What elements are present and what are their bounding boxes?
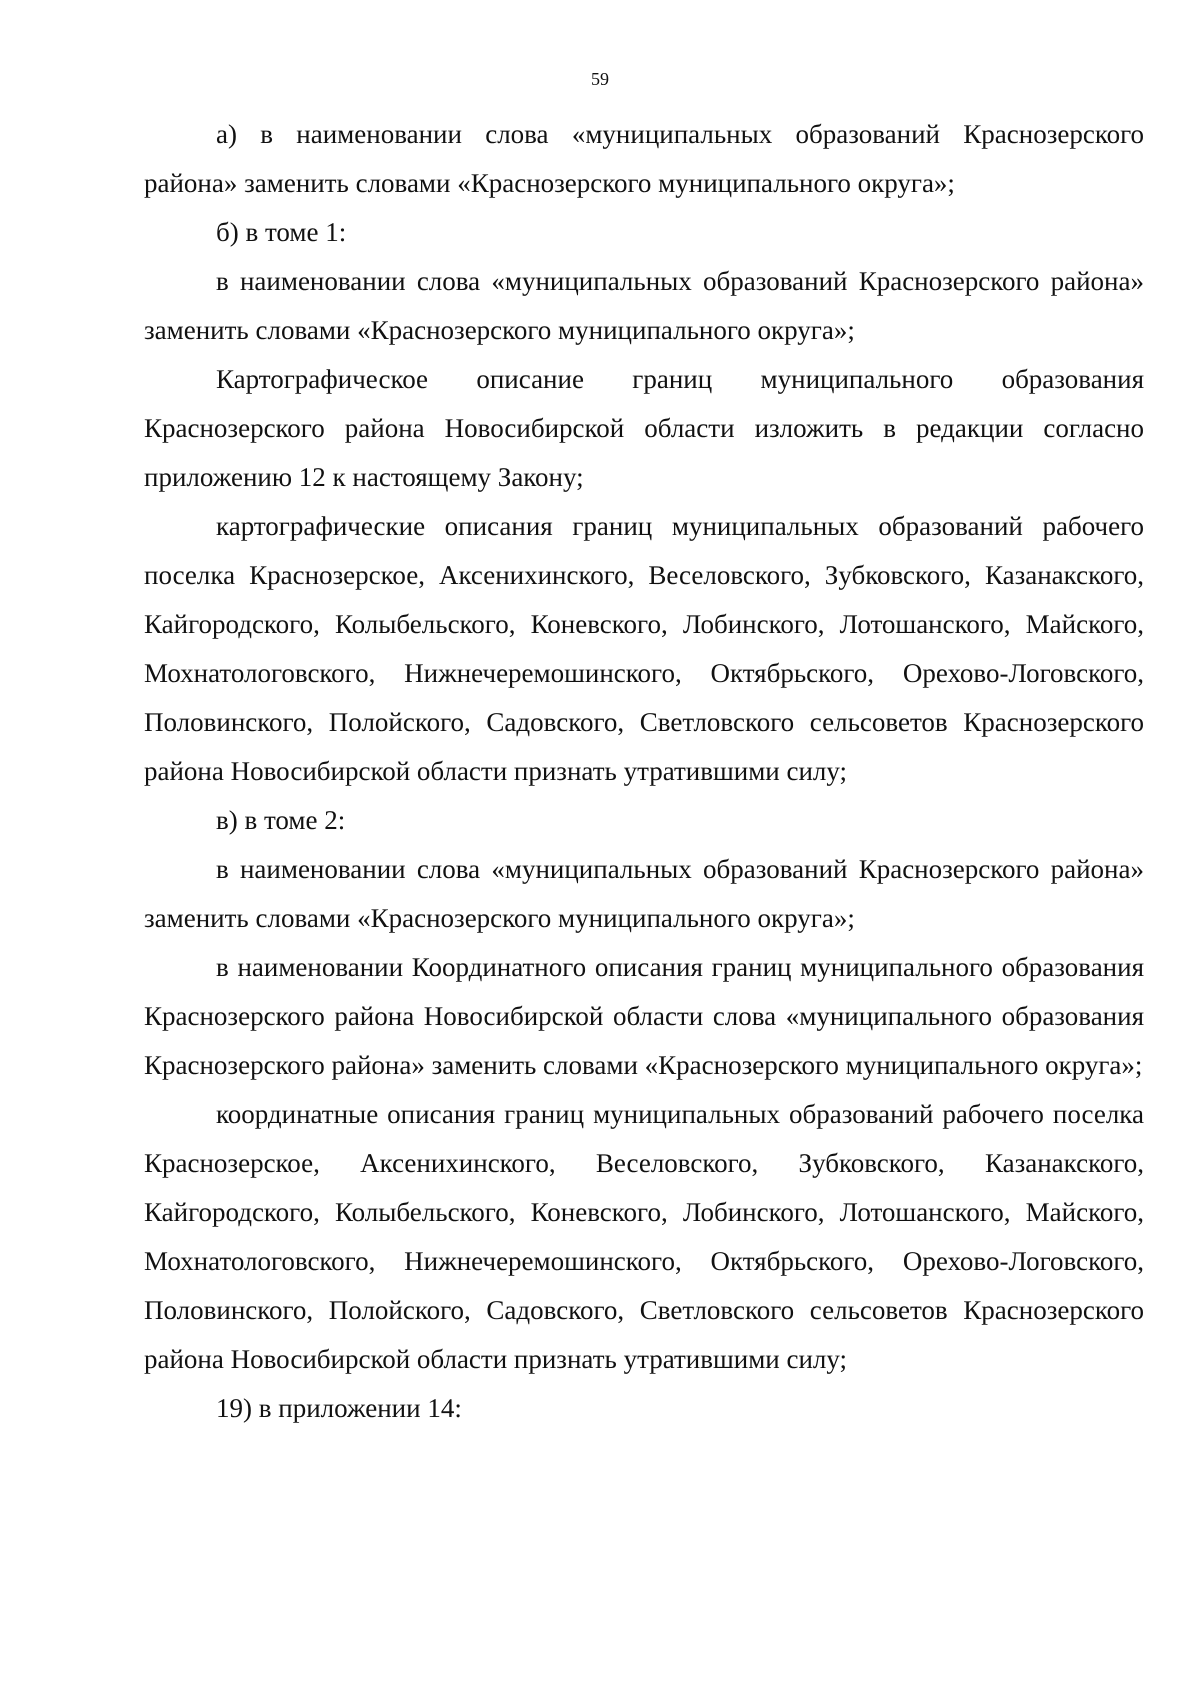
paragraph-cartographic-repeal: картографические описания границ муниципальных образований рабочего поселка Краснозерское, Аксенихинского, Веселовского, Зубковского, Казанакского, Кайгородского, Колыбельского, Коневского, Лобинского, Лотошанского, Майского, Мохнатологовского, Нижнечеремошинского, Октябрьского, Орехово-Логовского, Половинского, Полойского, Садовского, Светловского сельсоветов Краснозерского района Новосибирской области признать утратившими силу; (144, 511, 1144, 786)
paragraph-coordinate-repeal: координатные описания границ муниципальных образований рабочего поселка Краснозерское, Аксенихинского, Веселовского, Зубковского, Казанакского, Кайгородского, Колыбельского, Коневского, Лобинского, Лотошанского, Майского, Мохнатологовского, Нижнечеремошинского, Октябрьского, Орехово-Логовского, Половинского, Полойского, Садовского, Светловского сельсоветов Краснозерского района Новосибирской области признать утратившими силу; (144, 1099, 1144, 1374)
paragraph-coordinate-title-change: в наименовании Координатного описания границ муниципального образования Краснозерского района Новосибирской области слова «муниципального образования Краснозерского района» заменить словами «Краснозерского муниципального округа»; (144, 952, 1144, 1080)
document-body (144, 110, 1144, 1433)
paragraph-item-a: а) в наименовании слова «муниципальных образований Краснозерского района» заменить словами «Краснозерского муниципального округа»; (144, 119, 1144, 198)
paragraph-item-b-volume-1: б) в томе 1: (216, 217, 347, 247)
paragraph-volume-1-title-change: в наименовании слова «муниципальных образований Краснозерского района» заменить словами «Краснозерского муниципального округа»; (144, 266, 1144, 345)
paragraph-item-19-appendix-14: 19) в приложении 14: (216, 1393, 462, 1423)
paragraph-volume-2-title-change: в наименовании слова «муниципальных образований Краснозерского района» заменить словами «Краснозерского муниципального округа»; (144, 854, 1144, 933)
paragraph-item-v-volume-2: в) в томе 2: (216, 805, 346, 835)
page-number: 59 (591, 69, 609, 89)
paragraph-cartographic-description: Картографическое описание границ муниципального образования Краснозерского района Новосибирской области изложить в редакции согласно приложению 12 к настоящему Закону; (144, 364, 1144, 492)
